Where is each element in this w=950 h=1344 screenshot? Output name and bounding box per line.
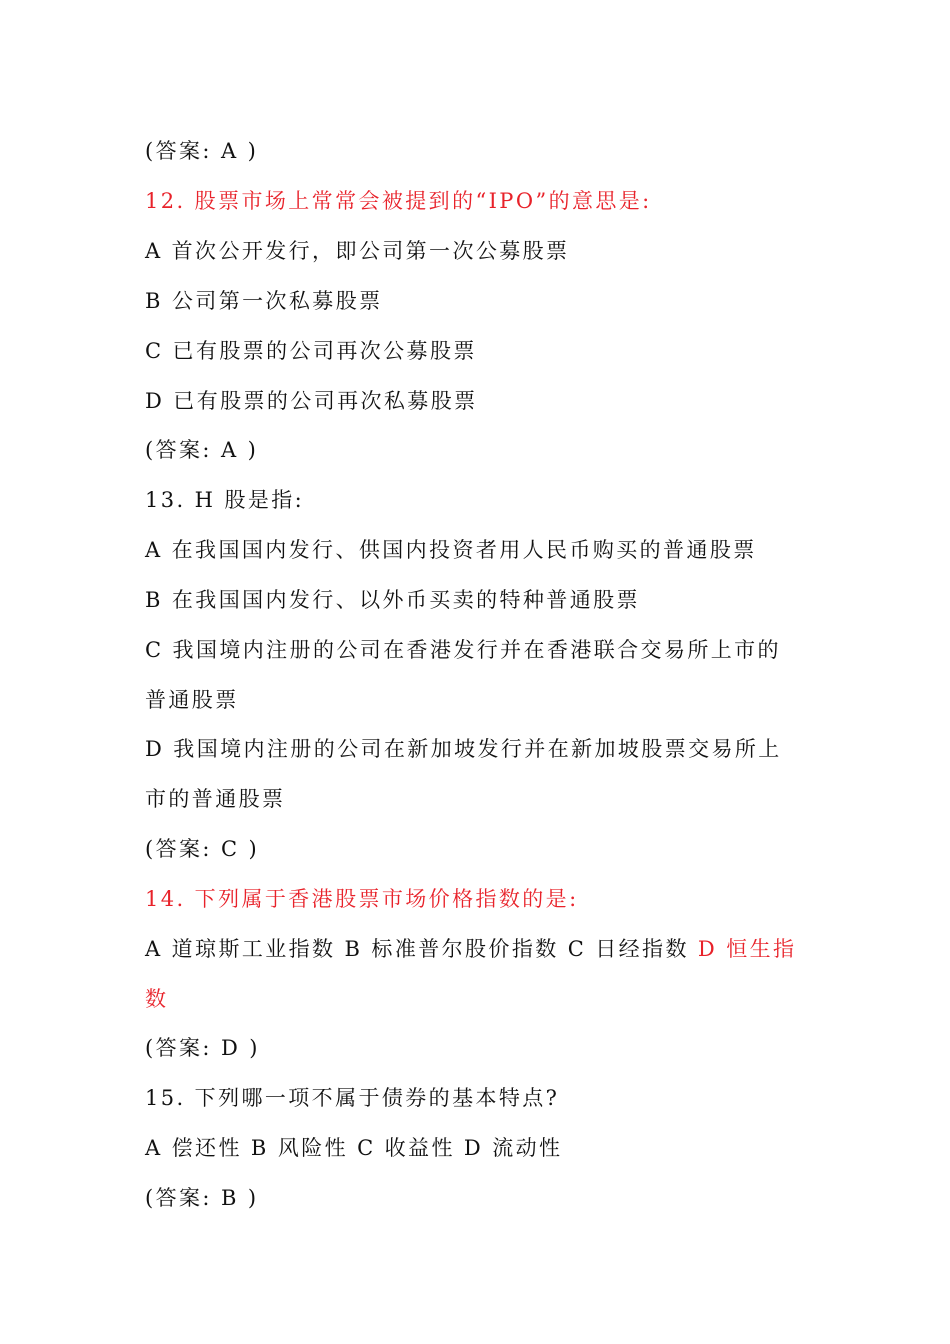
question-12: 12. 股票市场上常常会被提到的“IPO”的意思是: [145, 189, 652, 213]
answer-11: (答案: A ) [145, 139, 259, 163]
option-14-d-highlight: D 恒生指 [697, 937, 797, 961]
option-13-c-cont: 普通股票 [145, 688, 239, 712]
option-12-c: C 已有股票的公司再次公募股票 [145, 339, 477, 363]
question-14: 14. 下列属于香港股票市场价格指数的是: [145, 887, 579, 911]
question-15: 15. 下列哪一项不属于债券的基本特点? [145, 1086, 560, 1110]
answer-13: (答案: C ) [145, 837, 260, 861]
options-14-cont: 数 [145, 987, 169, 1011]
option-12-d: D 已有股票的公司再次私募股票 [145, 389, 478, 413]
answer-12: (答案: A ) [145, 438, 259, 462]
option-13-d-cont: 市的普通股票 [145, 787, 286, 811]
answer-15: (答案: B ) [145, 1186, 259, 1210]
option-13-a: A 在我国国内发行、供国内投资者用人民币购买的普通股票 [145, 538, 757, 562]
answer-14: (答案: D ) [145, 1036, 260, 1060]
option-13-c: C 我国境内注册的公司在香港发行并在香港联合交易所上市的 [145, 638, 781, 662]
option-12-a: A 首次公开发行，即公司第一次公募股票 [145, 239, 570, 263]
options-14: A 道琼斯工业指数 B 标准普尔股价指数 C 日经指数 D 恒生指 [145, 937, 797, 961]
options-15: A 偿还性 B 风险性 C 收益性 D 流动性 [145, 1136, 563, 1160]
option-13-b: B 在我国国内发行、以外币买卖的特种普通股票 [145, 588, 640, 612]
option-13-d: D 我国境内注册的公司在新加坡发行并在新加坡股票交易所上 [145, 737, 782, 761]
question-13: 13. H 股是指: [145, 488, 305, 512]
option-12-b: B 公司第一次私募股票 [145, 289, 383, 313]
